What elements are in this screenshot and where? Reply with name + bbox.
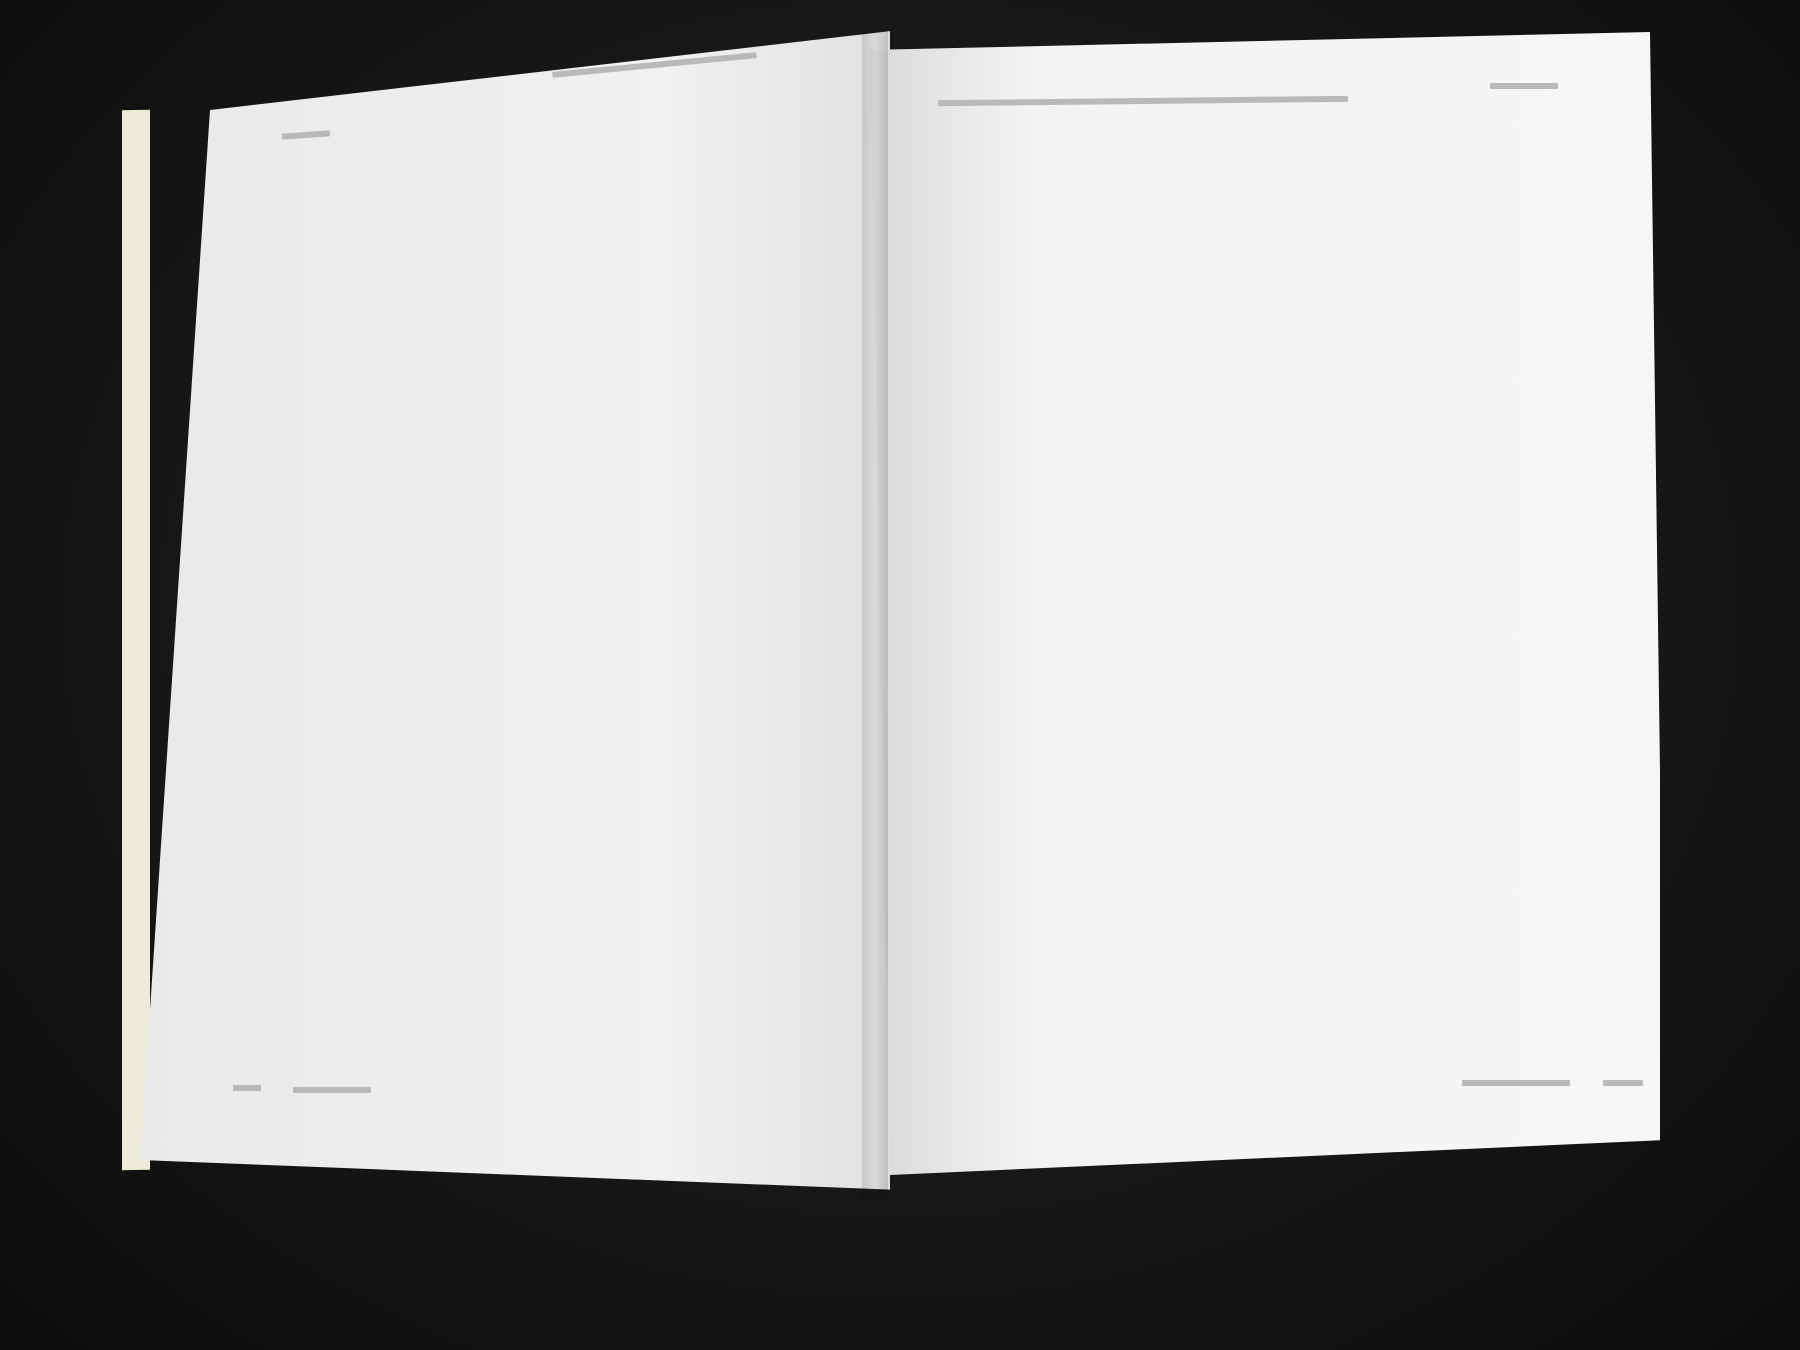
left-folio-bar-a <box>233 1085 261 1091</box>
page-edges <box>122 110 150 1170</box>
left-folio-bar-b <box>293 1087 371 1093</box>
right-folio-bar-a <box>1462 1080 1570 1086</box>
left-toc <box>245 82 885 1035</box>
right-toc <box>930 75 1635 1079</box>
right-folio-bar-b <box>1603 1080 1643 1086</box>
